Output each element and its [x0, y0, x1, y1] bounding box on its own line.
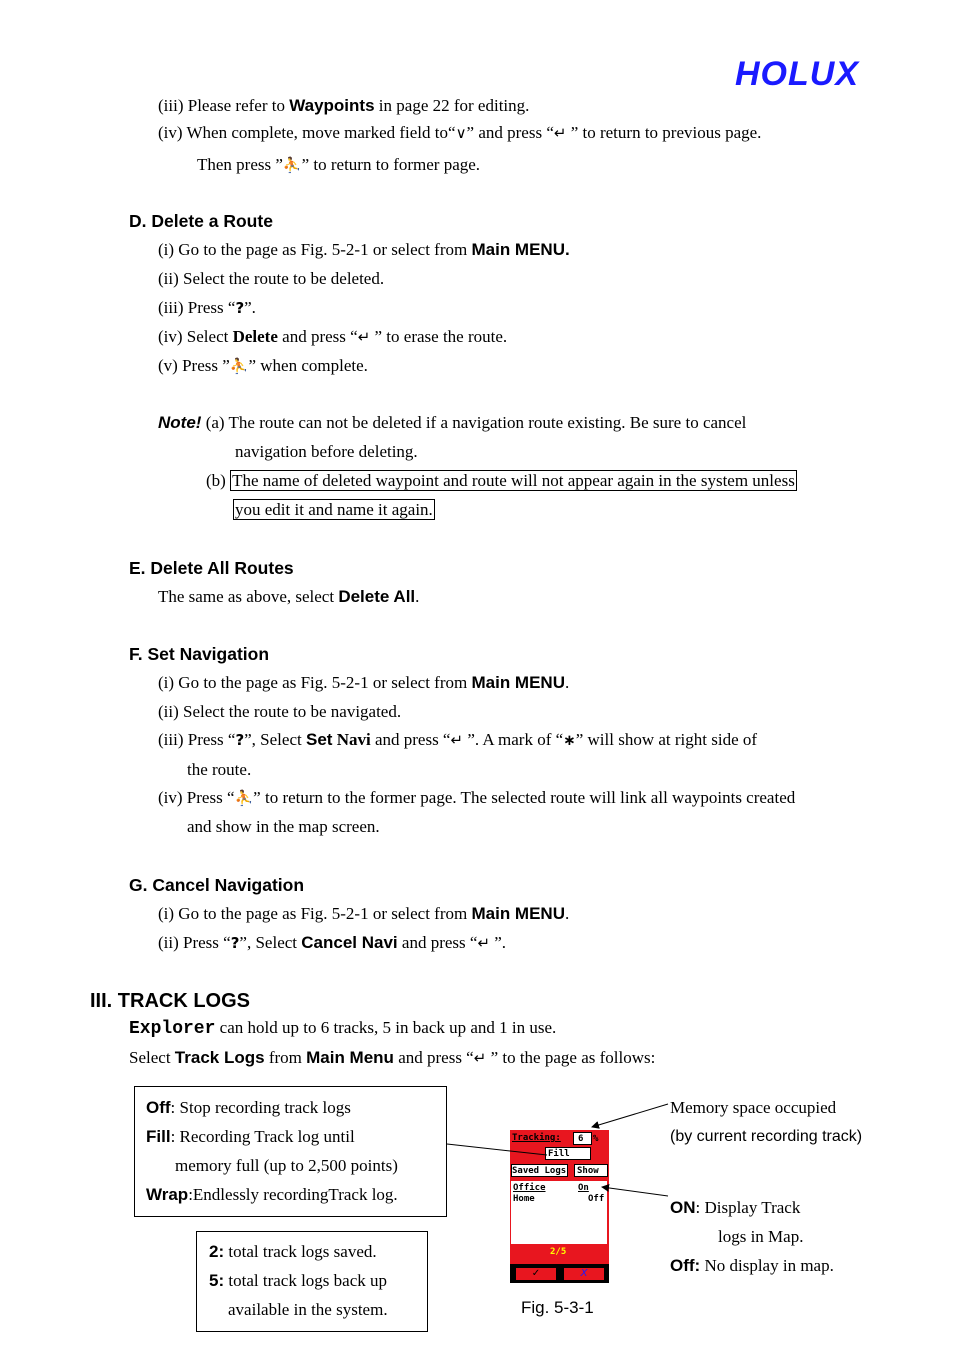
- text: .: [415, 587, 420, 606]
- tracking-label: Tracking:: [512, 1133, 561, 1143]
- track-row-name[interactable]: Home: [513, 1194, 535, 1204]
- note-a-line-2: navigation before deleting.: [235, 442, 418, 461]
- fill-label: Fill: [146, 1127, 171, 1146]
- delete-ref: Delete: [232, 327, 278, 346]
- track-row-state[interactable]: Off: [588, 1194, 605, 1204]
- explorer-name: Explorer: [129, 1019, 216, 1039]
- back-icon: ⛹: [229, 357, 249, 375]
- section-f-step-3-cont: the route.: [187, 760, 252, 779]
- section-iii-title: III. TRACK LOGS: [90, 990, 250, 1012]
- text: (iv) Select: [158, 327, 233, 346]
- star-icon: ∗: [563, 731, 576, 749]
- enter-icon: ↵: [553, 124, 567, 142]
- enter-icon: ↵: [357, 328, 371, 346]
- text: (iii) Press “: [158, 730, 236, 749]
- text: : Display Track: [695, 1198, 801, 1217]
- percent-sign: %: [593, 1134, 599, 1144]
- text: from: [264, 1048, 307, 1067]
- on-callout-cont: logs in Map.: [718, 1227, 804, 1246]
- text: in page 22 for editing.: [374, 96, 530, 115]
- section-d-step-2: (ii) Select the route to be deleted.: [158, 269, 385, 288]
- text: (i) Go to the page as Fig. 5-2-1 or select from: [158, 673, 472, 692]
- track-row-state[interactable]: On: [578, 1183, 589, 1193]
- text: ” to erase the route.: [370, 327, 508, 346]
- section-g-title: G. Cancel Navigation: [129, 875, 305, 895]
- section-f-title: F. Set Navigation: [129, 644, 270, 664]
- highlighted-text: The name of deleted waypoint and route will not appear again in the system unless: [232, 471, 795, 490]
- text: total track logs back up: [224, 1271, 387, 1290]
- text: No display in map.: [700, 1256, 834, 1275]
- text: total track logs saved.: [224, 1242, 377, 1261]
- text: (i) Go to the page as Fig. 5-2-1 or select from: [158, 240, 472, 259]
- memory-callout-line-2: (by current recording track): [670, 1128, 863, 1145]
- text: The same as above, select: [158, 587, 339, 606]
- text: and press “: [277, 327, 358, 346]
- text: can hold up to 6 tracks, 5 in back up and 1 in use.: [215, 1018, 557, 1037]
- text: : Stop recording track logs: [170, 1098, 351, 1117]
- navi-ref: Navi: [332, 730, 371, 749]
- show-label: Show: [577, 1166, 599, 1176]
- callout-line-display: [602, 1187, 668, 1196]
- enter-icon: ↵: [477, 934, 491, 952]
- text: (b): [206, 471, 231, 490]
- text: (iv) When complete, move marked field to“: [158, 123, 456, 142]
- cancel-navi-ref: Cancel Navi: [301, 933, 398, 952]
- section-d-title: D. Delete a Route: [129, 211, 273, 231]
- text: : Recording Track log until: [170, 1127, 355, 1146]
- back-icon: ⛹: [282, 156, 302, 174]
- text: ”, Select: [239, 933, 302, 952]
- text: and press “: [370, 730, 451, 749]
- text: and press “: [393, 1048, 474, 1067]
- text: ”, Select: [244, 730, 306, 749]
- text: Select: [129, 1048, 175, 1067]
- note-label: Note!: [158, 413, 202, 432]
- text: (iv) Press “: [158, 788, 235, 807]
- holux-logo: HOLUX: [735, 55, 859, 93]
- text: .: [564, 904, 570, 923]
- memory-callout-line-1: Memory space occupied: [670, 1098, 837, 1117]
- menu-icon: ?: [230, 934, 240, 952]
- tracking-value: 6: [578, 1134, 584, 1144]
- on-label: ON: [670, 1198, 696, 1217]
- set-ref: Set: [305, 730, 333, 749]
- text: ” to the page as follows:: [486, 1048, 656, 1067]
- track-row-name[interactable]: Office: [513, 1183, 546, 1193]
- text: (iii) Press “: [158, 298, 236, 317]
- section-f-step-4-cont: and show in the map screen.: [187, 817, 380, 836]
- ok-softkey[interactable]: ✓: [515, 1267, 557, 1281]
- off-callout: [670, 1256, 834, 1276]
- text: ” and press “: [466, 123, 554, 142]
- enter-icon: ↵: [473, 1049, 487, 1067]
- text: (ii) Press “: [158, 933, 231, 952]
- enter-icon: ↵: [450, 731, 464, 749]
- section-f-step-2: (ii) Select the route to be navigated.: [158, 702, 402, 721]
- check-icon: ∨: [455, 124, 467, 142]
- text: (a) The route can not be deleted if a navigation route existing. Be sure to cancel: [201, 413, 747, 432]
- waypoints-ref: Waypoints: [289, 96, 375, 115]
- box1-fill-cont: memory full (up to 2,500 points): [175, 1156, 398, 1175]
- wrap-label: Wrap: [146, 1185, 189, 1204]
- text: ”.: [244, 298, 256, 317]
- box2-line-3: available in the system.: [228, 1300, 388, 1319]
- menu-icon: ?: [235, 299, 245, 317]
- cancel-softkey[interactable]: X: [563, 1267, 605, 1281]
- callout-line-mode: [447, 1144, 547, 1155]
- backup-count-label: 5:: [209, 1271, 225, 1290]
- saved-count-label: 2:: [209, 1242, 225, 1261]
- highlighted-text: you edit it and name it again.: [235, 500, 433, 519]
- menu-icon: ?: [235, 731, 245, 749]
- saved-logs-label: Saved Logs: [512, 1166, 567, 1176]
- text: ” when complete.: [248, 356, 368, 375]
- text: (v) Press ”: [158, 356, 230, 375]
- callout-line-memory: [592, 1104, 668, 1127]
- on-callout: [670, 1198, 800, 1218]
- figure-caption: Fig. 5-3-1: [521, 1298, 594, 1317]
- text: ” to return to former page.: [301, 155, 481, 174]
- text: ” will show at right side of: [575, 730, 758, 749]
- text: :Endlessly recordingTrack log.: [188, 1185, 398, 1204]
- text: and press “: [397, 933, 478, 952]
- main-menu-ref: Main MENU: [471, 673, 565, 692]
- delete-all-ref: Delete All: [338, 587, 416, 606]
- section-e-title: E. Delete All Routes: [129, 558, 294, 578]
- off-label: Off: [146, 1098, 171, 1117]
- text: Then press ”: [197, 155, 283, 174]
- mode-value: Fill: [548, 1149, 570, 1159]
- main-menu-ref: Main Menu: [306, 1048, 394, 1067]
- text: ”.: [490, 933, 507, 952]
- page-counter: 2/5: [550, 1247, 567, 1257]
- text: ” to return to previous page.: [566, 123, 762, 142]
- text: ” to return to the former page. The selected route will link all waypoints created: [253, 788, 796, 807]
- back-icon: ⛹: [234, 789, 254, 807]
- text: (iii) Please refer to: [158, 96, 290, 115]
- text: ”. A mark of “: [463, 730, 564, 749]
- track-logs-ref: Track Logs: [174, 1048, 265, 1067]
- main-menu-ref: Main MENU: [471, 904, 565, 923]
- text: .: [564, 673, 570, 692]
- off-label: Off:: [670, 1256, 701, 1275]
- text: (i) Go to the page as Fig. 5-2-1 or select from: [158, 904, 472, 923]
- main-menu-ref: Main MENU.: [471, 240, 570, 259]
